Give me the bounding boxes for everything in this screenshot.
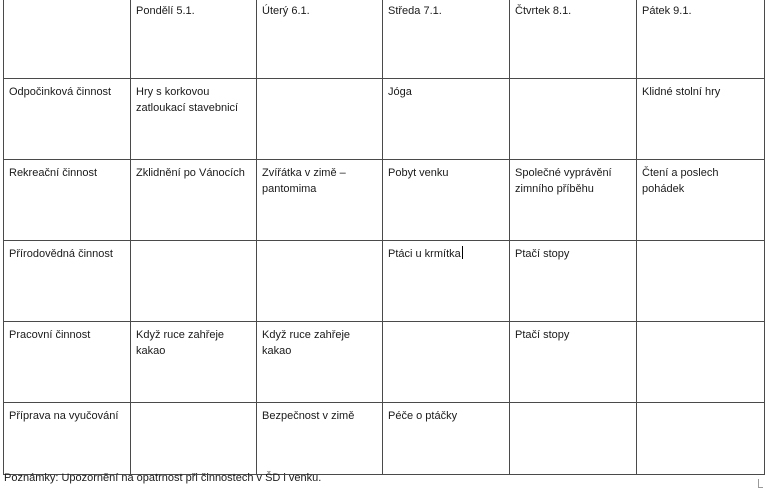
header-cell-tuesday[interactable]: Úterý 6.1.: [257, 0, 383, 79]
table-cell-active[interactable]: [383, 241, 510, 322]
table-row: [4, 160, 765, 241]
table-row: [4, 79, 765, 160]
table-cell[interactable]: [510, 79, 637, 160]
row-label[interactable]: Příprava na vyučování: [4, 403, 131, 475]
table-row: [4, 322, 765, 403]
header-cell-monday[interactable]: Pondělí 5.1.: [131, 0, 257, 79]
table-cell[interactable]: Klidné stolní hry: [637, 79, 765, 160]
table-cell[interactable]: [257, 79, 383, 160]
table-cell[interactable]: Bezpečnost v zimě: [257, 403, 383, 475]
header-cell-wednesday[interactable]: Středa 7.1.: [383, 0, 510, 79]
table-cell[interactable]: Zvířátka v zimě – pantomima: [257, 160, 383, 241]
table-cell[interactable]: [131, 403, 257, 475]
table-cell[interactable]: Když ruce zahřeje kakao: [131, 322, 257, 403]
table-row: [4, 403, 765, 475]
table-cell[interactable]: [637, 322, 765, 403]
row-label[interactable]: Přírodovědná činnost: [4, 241, 131, 322]
table-cell[interactable]: Ptačí stopy: [510, 241, 637, 322]
table-cell[interactable]: [257, 241, 383, 322]
table-cell[interactable]: Ptačí stopy: [510, 322, 637, 403]
table-cell[interactable]: Péče o ptáčky: [383, 403, 510, 475]
table-row: [4, 241, 765, 322]
table-cell[interactable]: [131, 241, 257, 322]
row-label[interactable]: Odpočinková činnost: [4, 79, 131, 160]
table-cell[interactable]: Pobyt venku: [383, 160, 510, 241]
table-cell[interactable]: [510, 403, 637, 475]
header-cell-friday[interactable]: Pátek 9.1.: [637, 0, 765, 79]
cell-text: Ptáci u krmítka: [388, 248, 461, 260]
table-cell[interactable]: [383, 322, 510, 403]
text-cursor: [462, 246, 463, 259]
table-cell[interactable]: Společné vyprávění zimního příběhu: [510, 160, 637, 241]
weekly-schedule-table: [3, 0, 765, 475]
table-cell[interactable]: [637, 403, 765, 475]
table-cell[interactable]: Zklidnění po Vánocích: [131, 160, 257, 241]
header-row: [4, 0, 765, 79]
table-cell[interactable]: Jóga: [383, 79, 510, 160]
table-cell[interactable]: Hry s korkovou zatloukací stavebnicí: [131, 79, 257, 160]
table-cell[interactable]: Čtení a poslech pohádek: [637, 160, 765, 241]
table-cell[interactable]: [637, 241, 765, 322]
row-label[interactable]: Rekreační činnost: [4, 160, 131, 241]
header-cell-thursday[interactable]: Čtvrtek 8.1.: [510, 0, 637, 79]
paragraph-end-mark: [758, 479, 763, 488]
row-label[interactable]: Pracovní činnost: [4, 322, 131, 403]
header-cell-corner[interactable]: [4, 0, 131, 79]
table-cell[interactable]: Když ruce zahřeje kakao: [257, 322, 383, 403]
notes-paragraph[interactable]: Poznámky: Upozornění na opatrnost při činnostech v ŠD i venku.: [4, 472, 322, 484]
